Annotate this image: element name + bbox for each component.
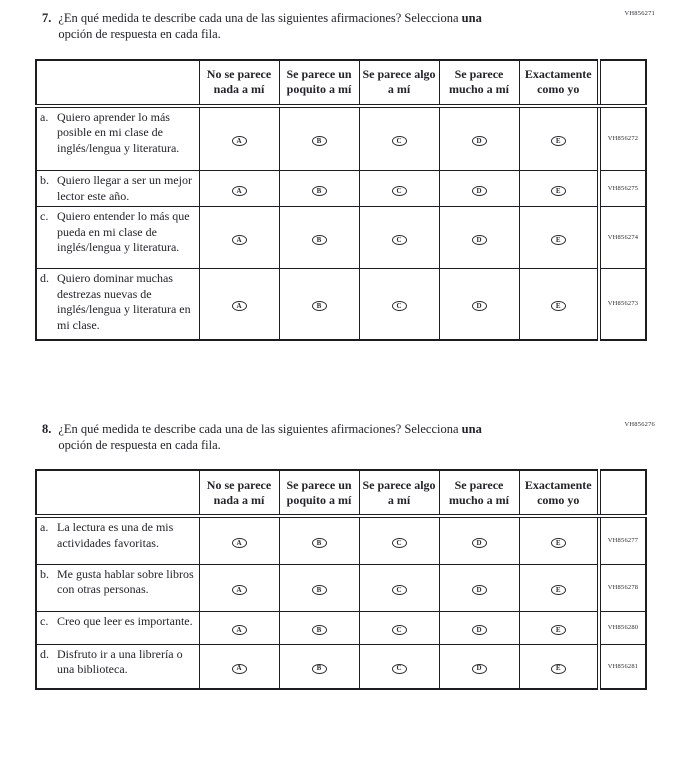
column-header: No se parece nada a mí bbox=[199, 60, 279, 106]
column-header: Se parece un poquito a mí bbox=[279, 60, 359, 106]
answer-bubble-e[interactable]: E bbox=[551, 235, 566, 245]
answer-bubble-d[interactable]: D bbox=[472, 625, 487, 635]
statement-text: Me gusta hablar sobre libros con otras personas. bbox=[57, 566, 194, 597]
answer-bubble-b[interactable]: B bbox=[312, 664, 327, 674]
statement-cell bbox=[36, 516, 199, 564]
row-letter: c. bbox=[40, 209, 49, 224]
question-text bbox=[58, 421, 481, 454]
question-text bbox=[58, 10, 481, 43]
option-cell bbox=[439, 516, 519, 564]
option-cell bbox=[279, 269, 359, 340]
answer-bubble-c[interactable]: C bbox=[392, 664, 407, 674]
answer-bubble-a[interactable]: A bbox=[232, 625, 247, 635]
row-code: VH856278 bbox=[599, 564, 646, 611]
answer-bubble-a[interactable]: A bbox=[232, 186, 247, 196]
header-row bbox=[36, 470, 646, 516]
option-cell bbox=[439, 106, 519, 171]
table-row bbox=[36, 207, 646, 269]
option-cell bbox=[359, 269, 439, 340]
option-cell bbox=[519, 269, 599, 340]
option-cell bbox=[519, 564, 599, 611]
question-heading bbox=[42, 421, 602, 454]
answer-bubble-c[interactable]: C bbox=[392, 625, 407, 635]
statement-cell bbox=[36, 564, 199, 611]
option-cell bbox=[199, 207, 279, 269]
answer-bubble-b[interactable]: B bbox=[312, 301, 327, 311]
option-cell bbox=[199, 564, 279, 611]
answer-bubble-d[interactable]: D bbox=[472, 235, 487, 245]
row-letter: d. bbox=[40, 646, 49, 661]
option-cell bbox=[519, 611, 599, 644]
statement-text: Quiero dominar muchas destrezas nuevas de inglés/lengua y literatura en mi clase. bbox=[57, 271, 191, 332]
option-cell bbox=[279, 611, 359, 644]
answer-bubble-d[interactable]: D bbox=[472, 186, 487, 196]
row-code: VH856275 bbox=[599, 171, 646, 207]
statement-cell bbox=[36, 269, 199, 340]
answer-bubble-b[interactable]: B bbox=[312, 585, 327, 595]
row-letter: b. bbox=[40, 173, 49, 187]
answer-bubble-e[interactable]: E bbox=[551, 585, 566, 595]
answer-bubble-d[interactable]: D bbox=[472, 538, 487, 548]
answer-bubble-e[interactable]: E bbox=[551, 538, 566, 548]
answer-bubble-b[interactable]: B bbox=[312, 136, 327, 146]
header-row bbox=[36, 60, 646, 106]
column-header: Se parece mucho a mí bbox=[439, 470, 519, 516]
answer-bubble-e[interactable]: E bbox=[551, 301, 566, 311]
answer-bubble-e[interactable]: E bbox=[551, 136, 566, 146]
question-number: 8. bbox=[42, 421, 52, 436]
code-header-cell bbox=[599, 470, 646, 516]
statement-text: Quiero aprender lo más posible en mi clase de inglés/lengua y literatura. bbox=[57, 109, 180, 155]
statement-cell bbox=[36, 644, 199, 689]
statement-cell bbox=[36, 106, 199, 171]
answer-bubble-c[interactable]: C bbox=[392, 186, 407, 196]
option-cell bbox=[519, 171, 599, 207]
column-header: Se parece mucho a mí bbox=[439, 60, 519, 106]
row-code: VH856277 bbox=[599, 516, 646, 564]
column-header: Exactamente como yo bbox=[519, 60, 599, 106]
option-cell bbox=[199, 644, 279, 689]
statement-text: Quiero llegar a ser un mejor lector este año. bbox=[57, 173, 192, 203]
row-letter: a. bbox=[40, 109, 49, 124]
option-cell bbox=[359, 611, 439, 644]
answer-bubble-d[interactable]: D bbox=[472, 301, 487, 311]
answer-bubble-d[interactable]: D bbox=[472, 664, 487, 674]
answer-bubble-c[interactable]: C bbox=[392, 136, 407, 146]
column-header: Se parece algo a mí bbox=[359, 60, 439, 106]
option-cell bbox=[359, 516, 439, 564]
option-cell bbox=[199, 171, 279, 207]
option-cell bbox=[359, 106, 439, 171]
question-prompt: ¿En qué medida te describe cada una de las siguientes afirmaciones? Selecciona bbox=[58, 421, 459, 436]
answer-bubble-a[interactable]: A bbox=[232, 136, 247, 146]
question-accession-code: VH856271 bbox=[624, 10, 655, 17]
row-code: VH856273 bbox=[599, 269, 646, 340]
option-cell bbox=[519, 516, 599, 564]
answer-bubble-d[interactable]: D bbox=[472, 136, 487, 146]
option-cell bbox=[199, 516, 279, 564]
answer-bubble-c[interactable]: C bbox=[392, 538, 407, 548]
answer-bubble-a[interactable]: A bbox=[232, 235, 247, 245]
statement-text: Quiero entender lo más que pueda en mi clase de inglés/lengua y literatura. bbox=[57, 209, 190, 255]
question-8-section bbox=[0, 421, 673, 691]
question-prompt: ¿En qué medida te describe cada una de las siguientes afirmaciones? Selecciona bbox=[58, 11, 459, 25]
row-letter: b. bbox=[40, 566, 49, 581]
answer-bubble-e[interactable]: E bbox=[551, 186, 566, 196]
option-cell bbox=[279, 207, 359, 269]
table-row bbox=[36, 269, 646, 340]
answer-bubble-c[interactable]: C bbox=[392, 235, 407, 245]
option-cell bbox=[199, 106, 279, 171]
statement-cell bbox=[36, 207, 199, 269]
option-cell bbox=[359, 207, 439, 269]
option-cell bbox=[359, 171, 439, 207]
option-cell bbox=[439, 611, 519, 644]
row-code: VH856274 bbox=[599, 207, 646, 269]
statement-header-cell bbox=[36, 60, 199, 106]
row-code: VH856280 bbox=[599, 611, 646, 644]
option-cell bbox=[439, 564, 519, 611]
option-cell bbox=[519, 644, 599, 689]
answer-bubble-a[interactable]: A bbox=[232, 301, 247, 311]
row-letter: a. bbox=[40, 520, 49, 535]
option-cell bbox=[199, 611, 279, 644]
option-cell bbox=[279, 644, 359, 689]
row-code: VH856272 bbox=[599, 106, 646, 171]
option-cell bbox=[359, 564, 439, 611]
table-row bbox=[36, 611, 646, 644]
option-cell bbox=[439, 207, 519, 269]
statement-cell bbox=[36, 611, 199, 644]
option-cell bbox=[519, 207, 599, 269]
table-row bbox=[36, 564, 646, 611]
question-prompt-line2: opción de respuesta en cada fila. bbox=[58, 27, 221, 42]
answer-bubble-b[interactable]: B bbox=[312, 186, 327, 196]
question-accession-code: VH856276 bbox=[624, 420, 655, 428]
column-header: Se parece algo a mí bbox=[359, 470, 439, 516]
answer-bubble-a[interactable]: A bbox=[232, 585, 247, 595]
option-cell bbox=[279, 564, 359, 611]
row-code: VH856281 bbox=[599, 644, 646, 689]
answer-bubble-a[interactable]: A bbox=[232, 538, 247, 548]
option-cell bbox=[439, 644, 519, 689]
option-cell bbox=[359, 644, 439, 689]
response-table bbox=[35, 59, 647, 341]
row-letter: c. bbox=[40, 613, 49, 628]
answer-bubble-b[interactable]: B bbox=[312, 538, 327, 548]
column-header: Se parece un poquito a mí bbox=[279, 470, 359, 516]
column-header: Exactamente como yo bbox=[519, 470, 599, 516]
answer-bubble-c[interactable]: C bbox=[392, 585, 407, 595]
answer-bubble-e[interactable]: E bbox=[551, 625, 566, 635]
question-prompt-bold: una bbox=[461, 11, 482, 25]
question-prompt-line2: opción de respuesta en cada fila. bbox=[58, 437, 221, 452]
answer-bubble-c[interactable]: C bbox=[392, 301, 407, 311]
option-cell bbox=[279, 516, 359, 564]
table-row bbox=[36, 516, 646, 564]
question-heading bbox=[42, 10, 602, 43]
statement-text: La lectura es una de mis actividades favoritas. bbox=[57, 520, 174, 550]
statement-cell bbox=[36, 171, 199, 207]
answer-bubble-d[interactable]: D bbox=[472, 585, 487, 595]
statement-text: Disfruto ir a una librería o una biblioteca. bbox=[57, 646, 183, 677]
option-cell bbox=[279, 171, 359, 207]
table-row bbox=[36, 171, 646, 207]
column-header: No se parece nada a mí bbox=[199, 470, 279, 516]
option-cell bbox=[519, 106, 599, 171]
answer-bubble-b[interactable]: B bbox=[312, 625, 327, 635]
table-row bbox=[36, 644, 646, 689]
question-7-section bbox=[0, 10, 673, 341]
option-cell bbox=[439, 171, 519, 207]
option-cell bbox=[439, 269, 519, 340]
response-table bbox=[35, 469, 647, 690]
statement-header-cell bbox=[36, 470, 199, 516]
statement-text: Creo que leer es importante. bbox=[57, 613, 193, 628]
question-prompt-bold: una bbox=[461, 421, 482, 436]
option-cell bbox=[199, 269, 279, 340]
table-row bbox=[36, 106, 646, 171]
question-number: 7. bbox=[42, 11, 52, 25]
option-cell bbox=[279, 106, 359, 171]
row-letter: d. bbox=[40, 271, 49, 286]
code-header-cell bbox=[599, 60, 646, 106]
answer-bubble-b[interactable]: B bbox=[312, 235, 327, 245]
answer-bubble-e[interactable]: E bbox=[551, 664, 566, 674]
answer-bubble-a[interactable]: A bbox=[232, 664, 247, 674]
